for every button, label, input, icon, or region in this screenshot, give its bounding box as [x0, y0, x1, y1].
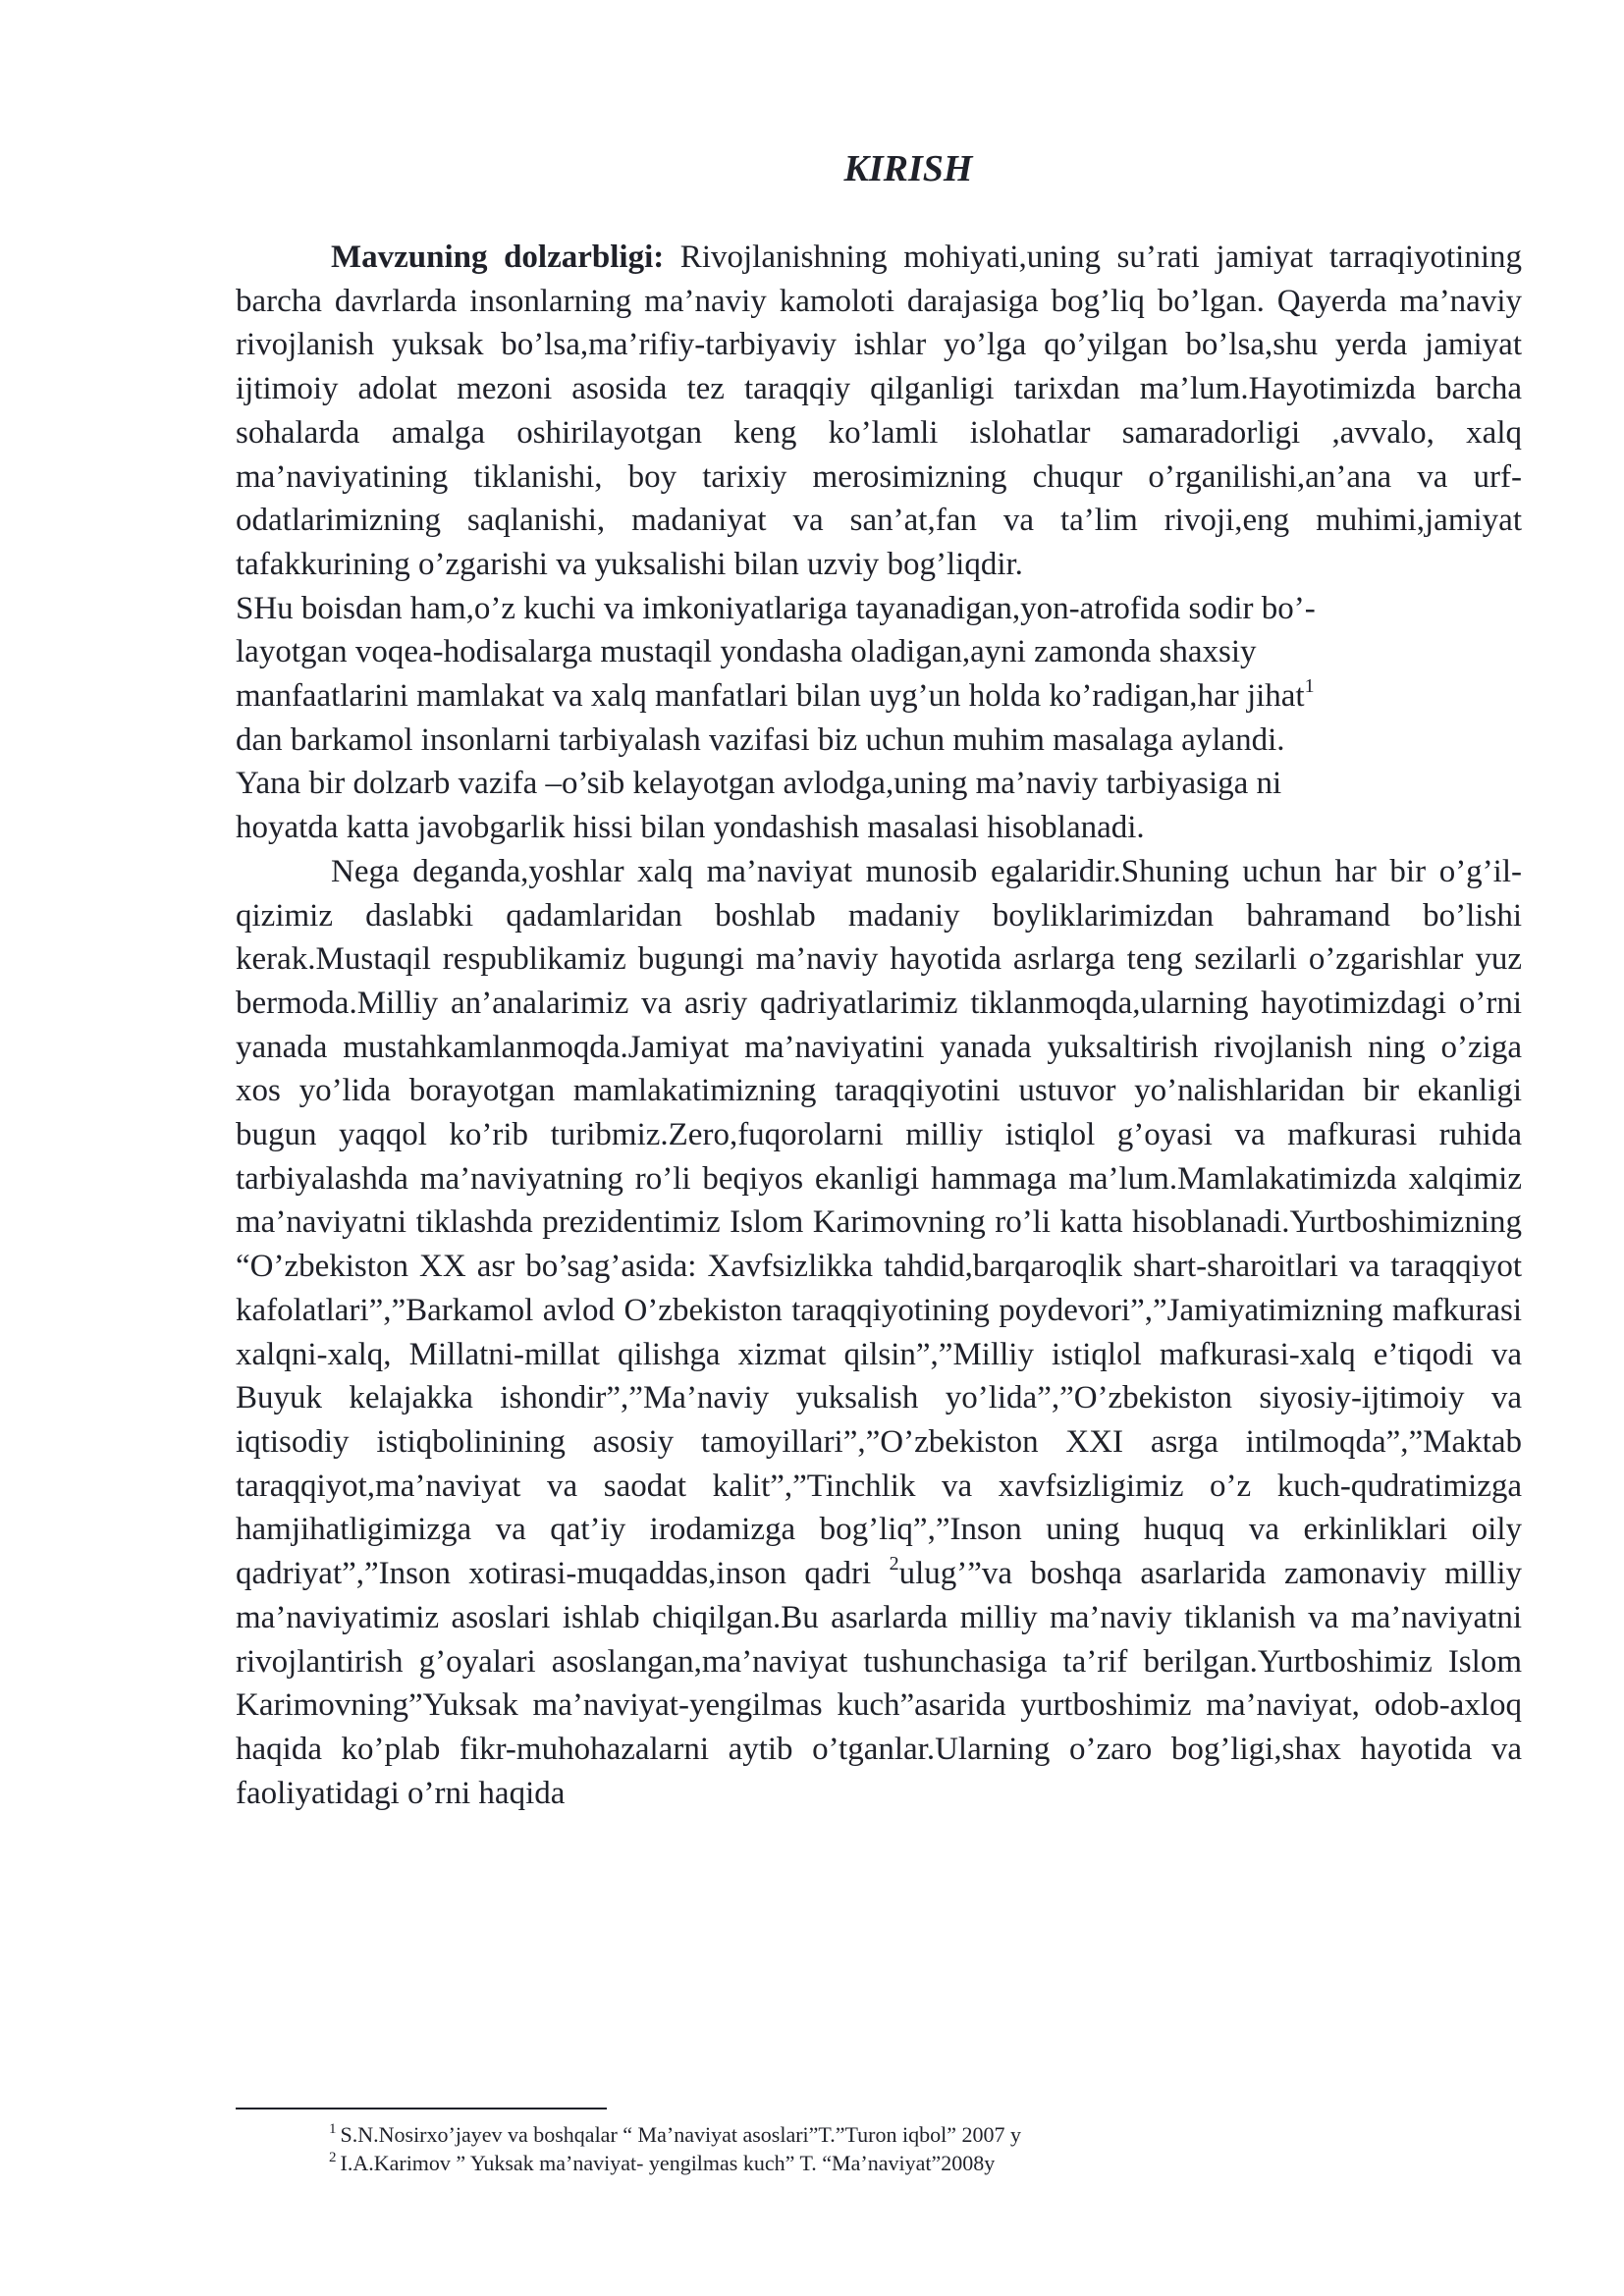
body-text-part-2: ulug’”va boshqa asarlarida zamonaviy milliy ma’naviyatimiz asoslari ishlab chiqilgan.Bu asarlarda milliy ma’naviy tiklanish va ma’naviyatni rivojlantirish g’oyalari asoslangan,ma’naviyat tushunchasiga ta’rif berilgan.Yurtboshimiz Islom Karimovning”Yuksak ma’naviyat-yengilmas kuch”asarida yurtboshimiz ma’naviyat, odob-axloq haqida ko’plab fikr-muhohazalarni aytib o’tganlar.Ularning o’zaro bog’ligi,shax hayotida va faoliyatidagi o’rni haqida — [236, 1556, 1522, 1811]
footnote-ref-2: 2 — [889, 1553, 899, 1575]
text-line-content: manfaatlarini mamlakat va xalq manfatlari bilan uyg’un holda ko’radigan,har jihat — [236, 678, 1305, 715]
page-title: KIRISH — [843, 148, 973, 189]
text-line: SHu boisdan ham,o’z kuchi va imkoniyatlariga tayanadigan,yon-atrofida sodir bo’- — [236, 590, 1316, 626]
footnotes — [329, 2120, 1021, 2177]
intro-lead: Mavzuning dolzarbligi: — [331, 240, 665, 275]
document-page — [236, 147, 1522, 1815]
footnote-mark: 1 — [329, 2121, 337, 2137]
footnote-text: I.A.Karimov ” Yuksak ma’naviyat- yengilmas kuch” T. “Ma’naviyat”2008y — [340, 2151, 996, 2175]
text-line: dan barkamol insonlarni tarbiyalash vazifasi biz uchun muhim masalaga aylandi. — [236, 721, 1285, 758]
footnote-text: S.N.Nosirxo’jayev va boshqalar “ Ma’naviyat asoslari”T.”Turon iqbol” 2007 y — [340, 2122, 1021, 2147]
text-line: Yana bir dolzarb vazifa –o’sib kelayotgan avlodga,uning ma’naviy tarbiyasiga ni — [236, 766, 1282, 802]
body-paragraph — [236, 850, 1522, 1815]
body-text-part-1: Nega deganda,yoshlar xalq ma’naviyat munosib egalaridir.Shuning uchun har bir o’g’il-qizimiz daslabki qadamlaridan boshlab madaniy boyliklarimizdan bahramand bo’lishi kerak.Mustaqil respublikamiz bugungi ma’naviy hayotida asrlarga teng sezilarli o’zgarishlar yuz bermoda.Milliy an’analarimiz va asriy qadriyatlarimiz tiklanmoqda,ularning hayotimizdagi o’rni yanada mustahkamlanmoqda.Jamiyat ma’naviyatini yanada yuksaltirish rivojlanish ning o’ziga xos yo’lida borayotgan mamlakatimizning taraqqiyotini ustuvor yo’nalishlaridan bir ekanligi bugun yaqqol ko’rib turibmiz.Zero,fuqorolarni milliy istiqlol g’oyasi va mafkurasi ruhida tarbiyalashda ma’naviyatning ro’li beqiyos ekanligi hammaga ma’lum.Mamlakatimizda xalqimiz ma’naviyatni tiklashda prezidentimiz Islom Karimovning ro’li katta hisoblanadi.Yurtboshimizning “O’zbekiston XX asr bo’sag’asida: Xavfsizlikka tahdid,barqaroqlik shart-sharoitlari va taraqqiyot kafolatlari”,”Barkamol avlod O’zbekiston taraqqiyotining poydevori”,”Jamiyatimizning mafkurasi xalqni-xalq, Millatni-millat qilishga xizmat qilsin”,”Milliy istiqlol mafkurasi-xalq e’tiqodi va Buyuk kelajakka ishondir”,”Ma’naviy yuksalish yo’lida”,”O’zbekiston siyosiy-ijtimoiy va iqtisodiy istiqbolinining asosiy tamoyillari”,”O’zbekiston XXI asrga intilmoqda”,”Maktab taraqqiyot,ma’naviyat va saodat kalit”,”Tinchlik va xavfsizligimiz o’z kuch-qudratimizga hamjihatligimizga va qat’iy irodamizga bog’liq”,”Inson uning huquq va erkinliklari oily qadriyat”,”Inson xotirasi-muqaddas,inson qadri — [236, 853, 1522, 1592]
footnote-ref-1: 1 — [1304, 675, 1315, 698]
intro-paragraph — [236, 236, 1522, 587]
footnote-item — [329, 2149, 1021, 2177]
intro-text: Rivojlanishning mohiyati,uning su’rati jamiyat tarraqiyotining barcha davrlarda insonlarning ma’naviy kamoloti darajasiga bog’liq bo’lgan. Qayerda ma’naviy rivojlanish yuksak bo’lsa,ma’rifiy-tarbiyaviy ishlar yo’lga qo’yilgan bo’lsa,shu yerda jamiyat ijtimoiy adolat mezoni asosida tez taraqqiy qilganligi tarixdan ma’lum.Hayotimizda barcha sohalarda amalga oshirilayotgan keng ko’lamli islohatlar samaradorligi ,avvalo, xalq ma’naviyatining tiklanishi, boy tarixiy merosimizning chuqur o’rganilishi,an’ana va urf-odatlarimizning saqlanishi, madaniyat va san’at,fan va ta’lim rivoji,eng muhimi,jamiyat tafakkurining o’zgarishi va yuksalishi bilan uzviy bog’liqdir. — [236, 240, 1523, 582]
text-line: hoyatda katta javobgarlik hissi bilan yondashish masalasi hisoblanadi. — [236, 810, 1145, 846]
text-line — [236, 674, 1522, 719]
footnote-separator — [236, 2108, 607, 2109]
text-line: layotgan voqea-hodisalarga mustaqil yondasha oladigan,ayni zamonda shaxsiy — [236, 634, 1257, 670]
ragged-paragraph — [236, 587, 1522, 850]
footnote-item — [329, 2120, 1021, 2149]
footnote-mark: 2 — [329, 2150, 337, 2165]
